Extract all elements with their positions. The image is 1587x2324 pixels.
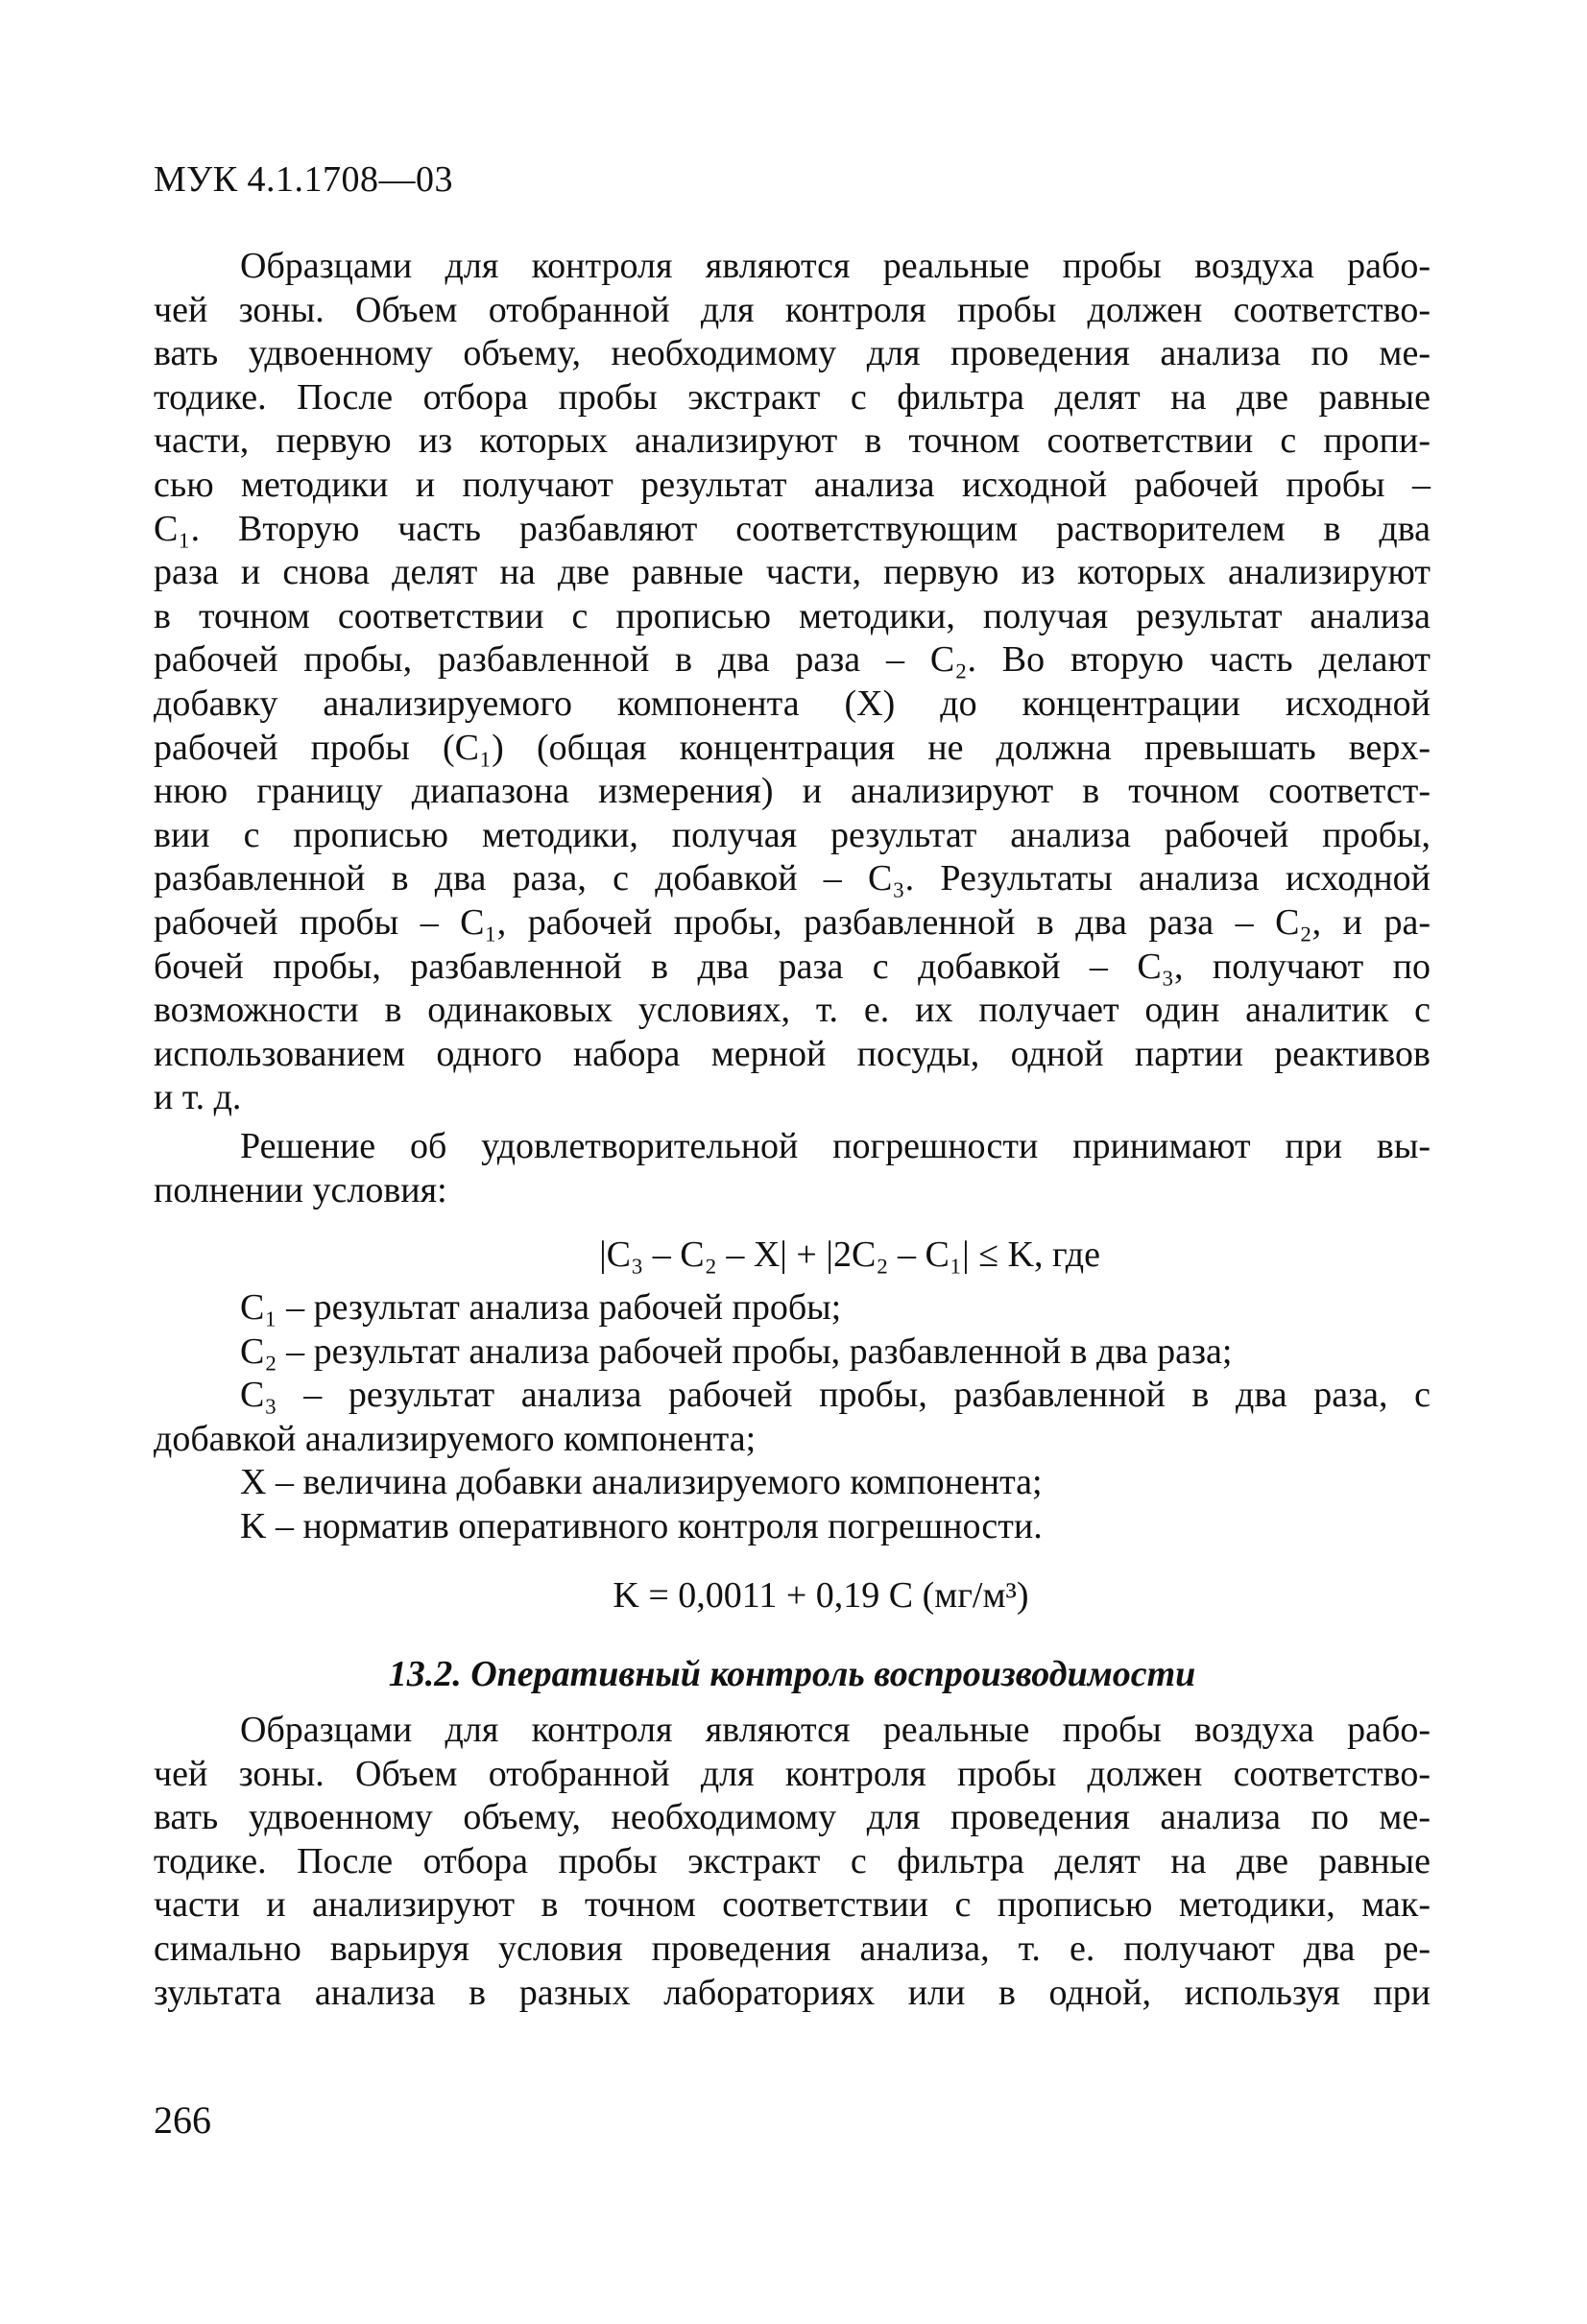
text-line: сью методики и получают результат анализа исходной рабочей пробы – [154,464,1431,505]
text-line: разбавленной в два раза, с добавкой – C₃. Результаты анализа исходной [154,858,1431,899]
paragraph-reproducibility [154,1709,1431,2015]
text-line: возможности в одинаковых условиях, т. е. их получает один аналитик с [154,990,1431,1031]
text-line: тодике. После отбора пробы экстракт с фильтра делят на две равные [154,1840,1431,1881]
text-line: чей зоны. Объем отобранной для контроля пробы должен соответство- [154,1753,1431,1794]
definition-c1: C₁ – результат анализа рабочей пробы; [240,1287,842,1328]
text-line: рабочей пробы, разбавленной в два раза – C₂. Во вторую часть делают [154,639,1431,681]
text-line: рабочей пробы (C₁) (общая концентрация не должна превышать верх- [154,727,1431,768]
text-line: в точном соответствии с прописью методики, получая результат анализа [154,595,1431,636]
section-heading-13-2: 13.2. Оперативный контроль воспроизводимости [388,1654,1196,1694]
definition-c2: C₂ – результат анализа рабочей пробы, разбавленной в два раза; [240,1330,1233,1372]
document-code-header: МУК 4.1.1708—03 [154,159,454,200]
definition-c3-continued: добавкой анализируемого компонента; [154,1418,757,1459]
text-line: нюю границу диапазона измерения) и анализируют в точном соответст- [154,771,1431,812]
definition-k: K – норматив оперативного контроля погрешности. [240,1505,1043,1546]
text-line: бочей пробы, разбавленной в два раза с добавкой – C₃, получают по [154,946,1431,987]
text-line: Образцами для контроля являются реальные пробы воздуха рабо- [240,246,1431,286]
text-line: вать удвоенному объему, необходимому для проведения анализа по ме- [154,333,1431,374]
text-line: и т. д. [154,1077,242,1118]
paragraph-control-samples [154,245,1431,1120]
text-line: полнении условия: [154,1169,447,1210]
text-line: добавку анализируемого компонента (X) до концентрации исходной [154,683,1431,724]
text-line: вать удвоенному объему, необходимому для проведения анализа по ме- [154,1797,1431,1838]
text-line: чей зоны. Объем отобранной для контроля пробы должен соответство- [154,289,1431,330]
text-line: части и анализируют в точном соответствии с прописью методики, мак- [154,1884,1431,1926]
text-line: вии с прописью методики, получая результат анализа рабочей пробы, [154,814,1431,855]
page-number: 266 [154,2098,211,2142]
text-line: части, первую из которых анализируют в точном соответствии с пропи- [154,420,1431,462]
text-line: использованием одного набора мерной посуды, одной партии реактивов [154,1033,1431,1074]
text-line: зультата анализа в разных лабораториях или в одной, используя при [154,1972,1431,2013]
text-line: рабочей пробы – C₁, рабочей пробы, разбавленной в два раза – C₂, и ра- [154,901,1431,943]
variable-definitions [154,1286,1431,1549]
paragraph-decision [154,1125,1431,1212]
text-line: тодике. После отбора пробы экстракт с фильтра делят на две равные [154,376,1431,418]
text-line: симально варьируя условия проведения анализа, т. е. получают два ре- [154,1928,1431,1969]
definition-c3: C₃ – результат анализа рабочей пробы, разбавленной в два раза, с [240,1375,1431,1416]
text-line: Образцами для контроля являются реальные пробы воздуха рабо- [240,1710,1431,1750]
definition-x: X – величина добавки анализируемого компонента; [240,1462,1043,1503]
text-line: раза и снова делят на две равные части, первую из которых анализируют [154,552,1431,593]
text-line: Решение об удовлетворительной погрешности принимают при вы- [240,1126,1431,1166]
acceptance-condition-formula: |C₃ – C₂ – X| + |2C₂ – C₁| ≤ K, где [599,1234,1100,1275]
text-line: C₁. Вторую часть разбавляют соответствующим растворителем в два [154,508,1431,549]
k-norm-formula: K = 0,0011 + 0,19 C (мг/м³) [613,1575,1029,1616]
